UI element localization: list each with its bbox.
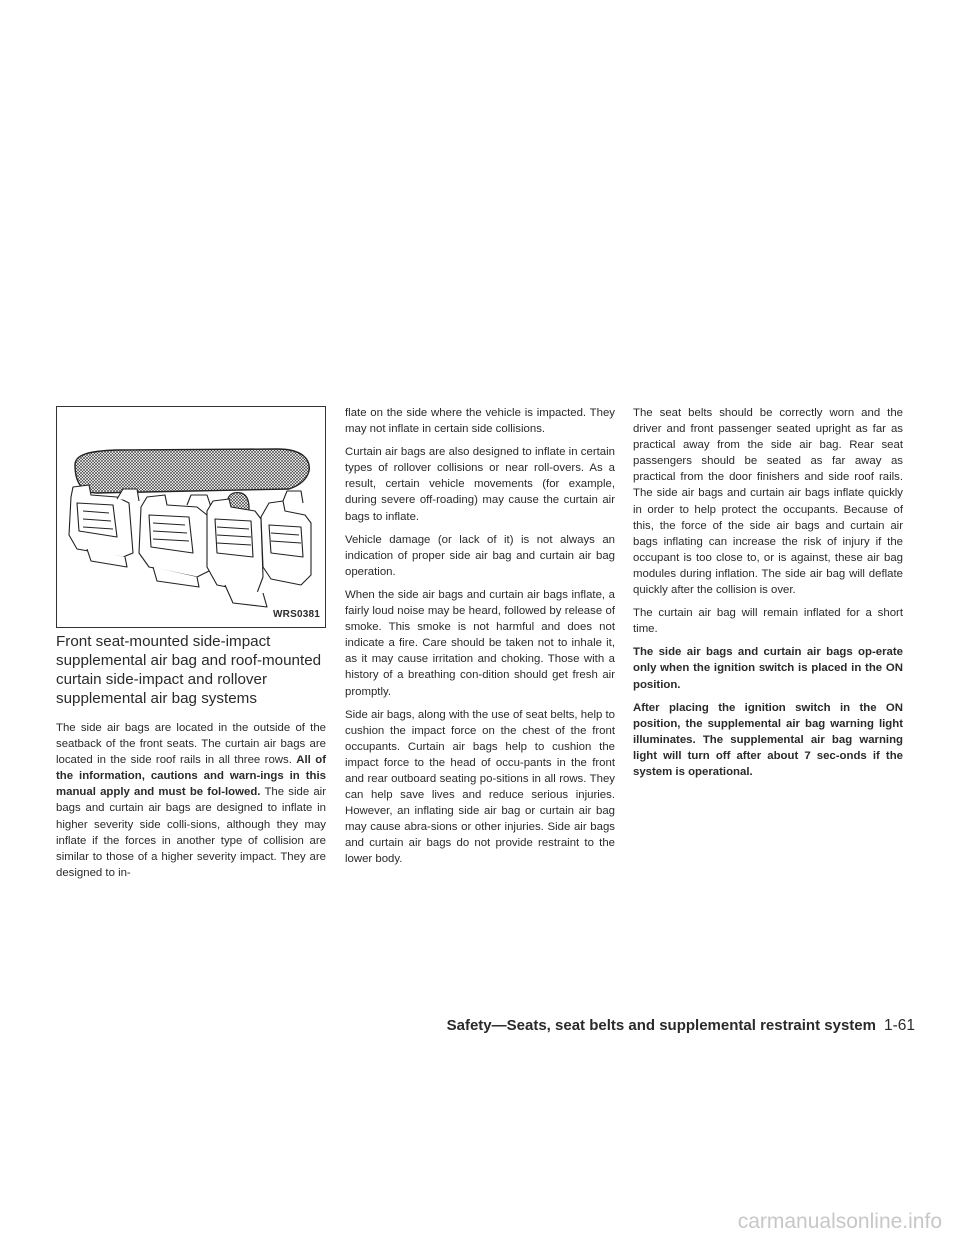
intro-paragraph [56,720,326,881]
intro-tail-text: The side air bags and curtain air bags are designed to inflate in higher severity side colli-sions, although they may inflate if the forces in another type of collision are similar to those of a higher severity impact. They are designed to in- [56,786,326,879]
page-footer [447,1017,915,1035]
page-number: 1-61 [883,1017,915,1034]
intro-bold-text: All of the information, cautions and warn-ings in this manual apply and must be fol-lowed. [56,754,326,799]
section-heading: Front seat-mounted side-impact supplemental air bag and roof-mounted curtain side-impact and rollover supplemental air bag systems [56,633,322,707]
paragraph: The seat belts should be correctly worn and the driver and front passenger seated upright as far as practical away from the side air bag. Rear seat passengers should be seated as far away as practical from the door finishers and side roof rails. The side air bags and curtain air bags inflate quickly in order to help protect the occupants. Because of this, the force of the side air bags and curtain air bags inflating can increase the risk of injury if the occupant is too close to, or is against, these air bag modules during inflation. The side air bag will deflate quickly after the collision is over. [633,407,903,597]
column-right [633,405,903,787]
column-left [56,406,326,888]
footer-section-title: Safety—Seats, seat belts and supplemental restraint system [446,1017,876,1034]
paragraph: flate on the side where the vehicle is impacted. They may not inflate in certain side collisions. [345,407,615,436]
bold-notice: After placing the ignition switch in the ON position, the supplemental air bag warning light illuminates. The supplemental air bag warning light will turn off after about 7 sec-onds if the system is operational. [633,701,903,778]
paragraph: Curtain air bags are also designed to inflate in certain types of rollover collisions or near roll-overs. As a result, certain vehicle movements (for example, during severe off-roading) may cause the curtain air bags to inflate. [345,446,615,523]
paragraph: Side air bags, along with the use of seat belts, help to cushion the impact force on the chest of the front occupants. Curtain air bags help to cushion the impact force to the head of occu-pants in the front and rear outboard seating po-sitions in all rows. They can help save lives and reduce serious injuries. However, an inflating side air bag or curtain air bag may cause abra-sions or other injuries. Side air bags and curtain air bags do not provide restraint to the lower body. [345,708,615,866]
curtain-airbag-illustration [56,406,326,628]
paragraph: When the side air bags and curtain air bags inflate, a fairly loud noise may be heard, followed by release of smoke. This smoke is not harmful and does not indicate a fire. Care should be taken not to inhale it, as it may cause irritation and choking. Those with a history of a breathing con-dition should get fresh air promptly. [345,588,615,698]
paragraph: Vehicle damage (or lack of it) is not always an indication of proper side air bag and curtain air bag operation. [345,533,615,578]
column-middle [345,405,615,868]
paragraph: The curtain air bag will remain inflated for a short time. [633,607,903,636]
intro-lead-text: The side air bags are located in the outside of the seatback of the front seats. The curtain air bags are located in the side roof rails in all three rows. [56,722,326,767]
seat-airbag-drawing [57,407,325,627]
figure-code: WRS0381 [273,608,320,620]
watermark: carmanualsonline.info [737,1210,942,1233]
bold-notice: The side air bags and curtain air bags op-erate only when the ignition switch is placed in the ON position. [633,646,903,691]
